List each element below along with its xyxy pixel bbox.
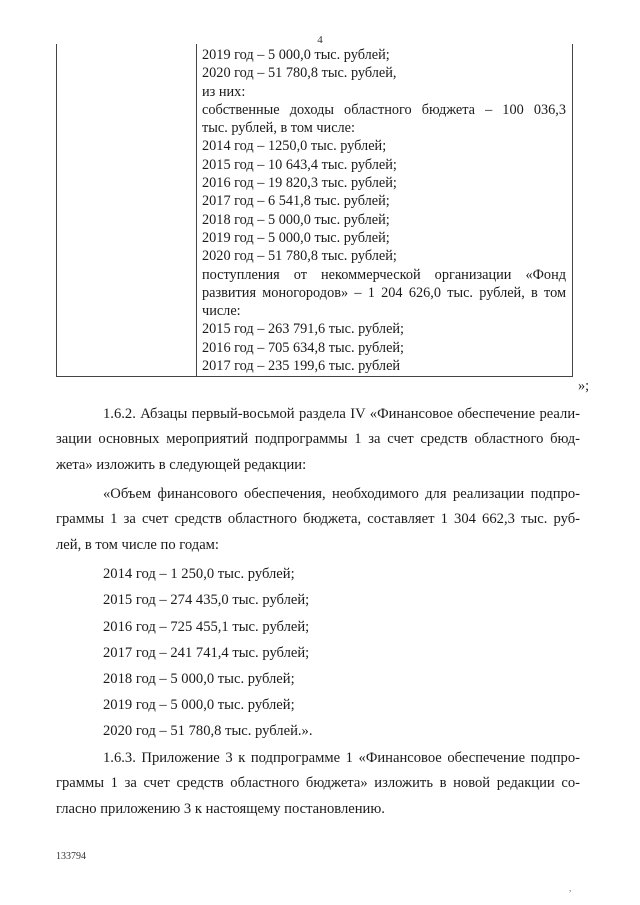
scan-speck: , — [569, 883, 572, 893]
cell-line: 2017 год – 235 199,6 тыс. рублей — [202, 358, 401, 375]
cell-line: 2018 год – 5 000,0 тыс. рублей; — [202, 211, 390, 228]
paragraph-line: зации основных мероприятий подпрограммы 1 за счет средств областного бюд- — [56, 431, 580, 448]
cell-line: собственные доходы областного бюджета – 100 036,3 — [202, 101, 566, 118]
cell-line: тыс. рублей, в том числе: — [202, 120, 355, 137]
cell-line: 2020 год – 51 780,8 тыс. рублей; — [202, 248, 397, 265]
table-column-divider — [196, 44, 197, 376]
paragraph-line: лей, в том числе по годам: — [56, 536, 219, 553]
paragraph-line: гласно приложению 3 к настоящему постановлению. — [56, 800, 385, 817]
year-line: 2020 год – 51 780,8 тыс. рублей.». — [103, 723, 313, 739]
table-closing-quote: »; — [578, 378, 590, 394]
cell-line: 2017 год – 6 541,8 тыс. рублей; — [202, 193, 390, 210]
year-line: 2019 год – 5 000,0 тыс. рублей; — [103, 697, 295, 713]
page-number: 4 — [317, 34, 323, 46]
paragraph-1-6-2 — [56, 402, 580, 478]
cell-line: 2019 год – 5 000,0 тыс. рублей; — [202, 47, 390, 63]
paragraph-1-6-3 — [56, 746, 580, 822]
year-line: 2014 год – 1 250,0 тыс. рублей; — [103, 566, 295, 582]
cell-line: 2014 год – 1250,0 тыс. рублей; — [202, 138, 387, 155]
paragraph-quote — [56, 482, 580, 558]
document-code: 133794 — [56, 851, 86, 862]
cell-line: 2016 год – 19 820,3 тыс. рублей; — [202, 175, 397, 192]
paragraph-line: граммы 1 за счет средств областного бюджета, составляет 1 304 662,3 тыс. руб- — [56, 511, 580, 528]
year-line: 2018 год – 5 000,0 тыс. рублей; — [103, 671, 295, 687]
year-line: 2016 год – 725 455,1 тыс. рублей; — [103, 619, 310, 635]
year-line: 2017 год – 241 741,4 тыс. рублей; — [103, 645, 310, 661]
cell-line: 2016 год – 705 634,8 тыс. рублей; — [202, 339, 405, 356]
cell-line: 2020 год – 51 780,8 тыс. рублей, — [202, 65, 397, 82]
paragraph-line: жета» изложить в следующей редакции: — [56, 456, 307, 473]
cell-line: развития моногородов» – 1 204 626,0 тыс. рублей, в том — [202, 284, 566, 301]
cell-line: из них: — [202, 83, 246, 100]
paragraph-line: «Объем финансового обеспечения, необходимого для реализации подпро- — [103, 486, 580, 502]
year-line: 2015 год – 274 435,0 тыс. рублей; — [103, 592, 310, 608]
cell-line: 2015 год – 263 791,6 тыс. рублей; — [202, 321, 405, 338]
paragraph-line: граммы 1 за счет средств областного бюджета» изложить в новой редакции со- — [56, 775, 580, 792]
paragraph-line: 1.6.3. Приложение 3 к подпрограмме 1 «Финансовое обеспечение подпро- — [103, 750, 580, 766]
cell-line: 2019 год – 5 000,0 тыс. рублей; — [202, 229, 390, 246]
cell-line: числе: — [202, 303, 241, 320]
table-cell-financing — [202, 46, 566, 375]
paragraph-line: 1.6.2. Абзацы первый-восьмой раздела IV «Финансовое обеспечение реали- — [103, 406, 580, 422]
cell-line: 2015 год – 10 643,4 тыс. рублей; — [202, 156, 397, 173]
cell-line: поступления от некоммерческой организации «Фонд — [202, 266, 566, 283]
